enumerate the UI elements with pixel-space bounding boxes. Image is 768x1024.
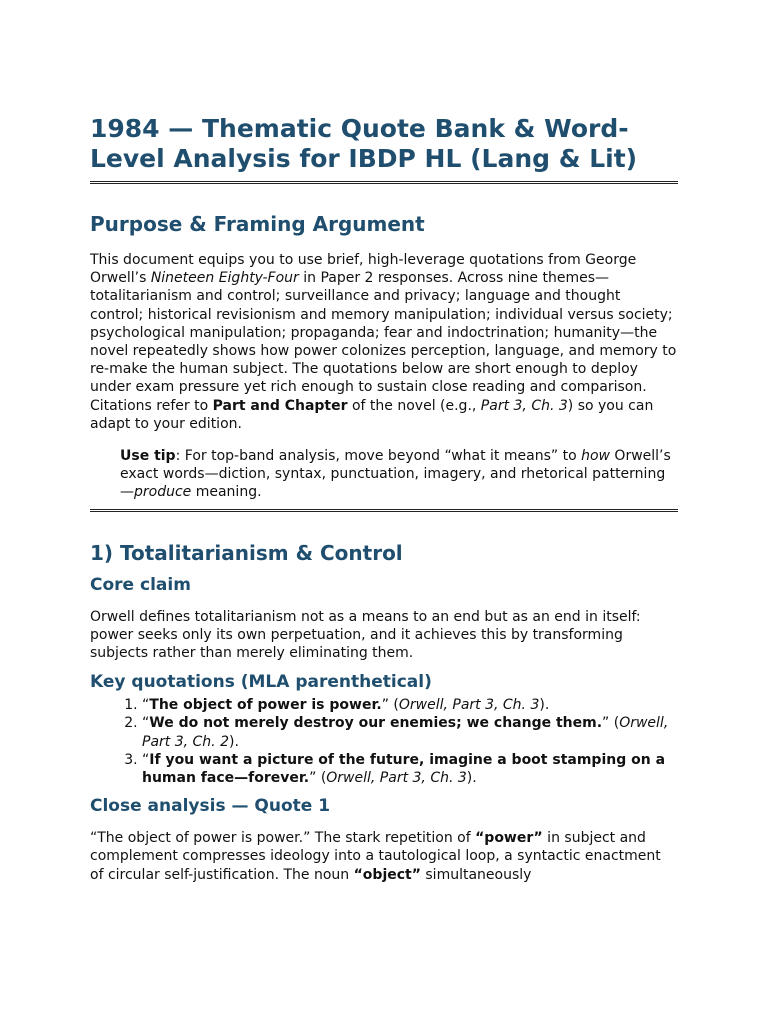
quotation-text: If you want a picture of the future, imagine a boot stamping on a human face—forever.	[142, 751, 666, 787]
close-analysis-text: “The object of power is power.” The stark repetition of “power” in subject and complement compresses ideology into a tautological loop, a syntactic enactment of circular self-justification. The noun “object” simultaneously	[90, 830, 661, 883]
quotation-item: 2. “We do not merely destroy our enemies; we change them.” (Orwell, Part 3, Ch. 2).	[142, 714, 678, 750]
analysis-bold-object: “object”	[353, 866, 421, 883]
document-title: 1984 — Thematic Quote Bank & Word-Level Analysis for IBDP HL (Lang & Lit)	[90, 114, 638, 173]
purpose-example-citation: Part 3, Ch. 3	[480, 397, 568, 414]
quotation-list	[90, 696, 678, 787]
purpose-text-1: This document equips you to use brief, high-leverage quotations from George Orwell’s	[90, 252, 637, 287]
novel-title: Nineteen Eighty-Four	[150, 270, 299, 287]
core-claim-heading: Core claim	[90, 574, 191, 595]
use-tip-block	[120, 447, 678, 502]
quotation-item: 3. “If you want a picture of the future, imagine a boot stamping on a human face—forever.” (Orwell, Part 3, Ch. 3).	[142, 751, 678, 787]
use-tip-label: Use tip	[120, 448, 176, 465]
section-divider	[90, 181, 678, 184]
section-divider	[90, 509, 678, 512]
close-analysis-heading: Close analysis — Quote 1	[90, 796, 331, 817]
analysis-bold-power: “power”	[475, 830, 543, 847]
tip-text-2: Orwell’s exact words—diction, syntax, punctuation, imagery, and rhetorical patterning—	[120, 448, 671, 501]
tip-italic-produce: produce	[134, 484, 192, 501]
quotation-text: The object of power is power.	[149, 697, 382, 714]
purpose-text-2: in Paper 2 responses. Across nine themes—totalitarianism and control; surveillance and privacy; language and thought control; historical revisionism and memory manipulation; individual versus society; psychological manipulation; propaganda; fear and indoctrination; humanity—the novel repeatedly shows how power colonizes perception, language, and memory to re-make the human subject. The quotations below are short enough to deploy under exam pressure yet rich enough to sustain close reading and comparison. Citations refer to	[90, 270, 677, 414]
purpose-bold-citation: Part and Chapter	[212, 397, 348, 414]
purpose-heading: Purpose & Framing Argument	[90, 212, 425, 236]
purpose-text-3: of the novel (e.g.,	[347, 397, 481, 414]
key-quotations-heading: Key quotations (MLA parenthetical)	[90, 672, 432, 693]
quotation-item: 1. “The object of power is power.” (Orwell, Part 3, Ch. 3).	[142, 696, 678, 714]
tip-italic-how: how	[581, 448, 610, 465]
purpose-paragraph	[90, 251, 678, 433]
tip-text-1: : For top-band analysis, move beyond “what it means” to	[175, 448, 582, 465]
tip-text-3: meaning.	[191, 484, 262, 501]
quotation-text: We do not merely destroy our enemies; we change them.	[149, 715, 603, 732]
quotation-citation: Orwell, Part 3, Ch. 3	[326, 770, 467, 787]
purpose-text-4: ) so you can adapt to your edition.	[90, 397, 654, 432]
section-1-heading: 1) Totalitarianism & Control	[90, 540, 403, 565]
core-claim-text: Orwell defines totalitarianism not as a means to an end but as an end in itself: power seeks only its own perpetuation, and it achieves this by transforming subjects rather than merely eliminating them.	[90, 608, 641, 662]
quotation-citation: Orwell, Part 3, Ch. 2	[142, 715, 669, 750]
quotation-citation: Orwell, Part 3, Ch. 3	[398, 697, 540, 714]
